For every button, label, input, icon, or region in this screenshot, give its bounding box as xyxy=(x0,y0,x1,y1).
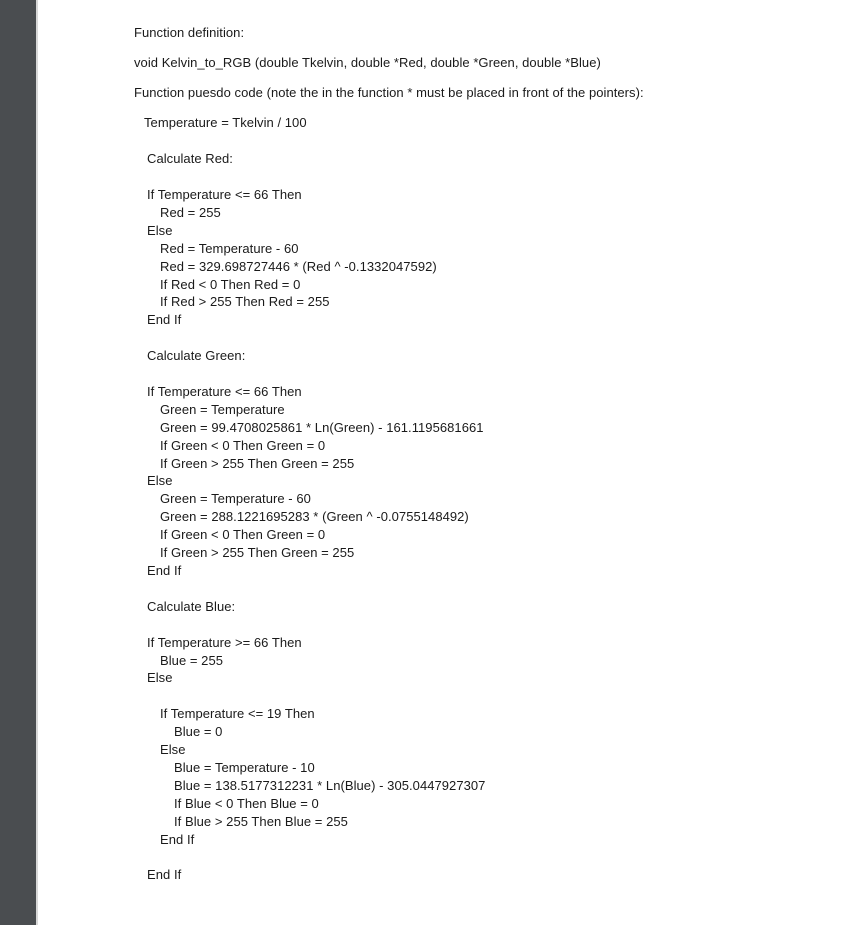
code-line: If Green < 0 Then Green = 0 xyxy=(160,527,326,542)
code-line: Green = Temperature xyxy=(160,402,285,417)
code-line: Red = 329.698727446 * (Red ^ -0.1332047592) xyxy=(160,259,437,274)
code-line: Else xyxy=(160,742,186,757)
code-line: Else xyxy=(147,670,173,685)
heading-pseudo-code: Function puesdo code (note the in the function * must be placed in front of the pointers): xyxy=(134,85,644,100)
code-line: Else xyxy=(147,223,173,238)
code-line: If Green > 255 Then Green = 255 xyxy=(160,545,355,560)
code-line: Blue = 138.5177312231 * Ln(Blue) - 305.0447927307 xyxy=(174,778,486,793)
code-line: End If xyxy=(147,867,182,882)
function-signature: void Kelvin_to_RGB (double Tkelvin, double *Red, double *Green, double *Blue) xyxy=(134,55,601,70)
code-line: Green = 288.1221695283 * (Green ^ -0.0755148492) xyxy=(160,509,469,524)
code-line: If Red < 0 Then Red = 0 xyxy=(160,277,301,292)
code-line: If Green > 255 Then Green = 255 xyxy=(160,456,355,471)
code-line: If Blue < 0 Then Blue = 0 xyxy=(174,796,319,811)
code-line: If Temperature <= 66 Then xyxy=(147,384,302,399)
document-page xyxy=(38,0,847,925)
code-line: If Red > 255 Then Red = 255 xyxy=(160,294,330,309)
code-line: If Blue > 255 Then Blue = 255 xyxy=(174,814,348,829)
viewer-sidebar xyxy=(0,0,36,925)
code-line: If Temperature <= 19 Then xyxy=(160,706,315,721)
code-line: Calculate Blue: xyxy=(147,599,236,614)
code-line: If Temperature <= 66 Then xyxy=(147,187,302,202)
code-line: Green = 99.4708025861 * Ln(Green) - 161.1195681661 xyxy=(160,420,484,435)
code-line: End If xyxy=(147,563,182,578)
code-line: Else xyxy=(147,473,173,488)
code-line: If Temperature >= 66 Then xyxy=(147,635,302,650)
code-line: Calculate Red: xyxy=(147,151,233,166)
code-line: Blue = 255 xyxy=(160,653,224,668)
heading-function-definition: Function definition: xyxy=(134,25,245,40)
code-line: Red = 255 xyxy=(160,205,221,220)
code-line: End If xyxy=(147,312,182,327)
code-line: Red = Temperature - 60 xyxy=(160,241,299,256)
code-line: If Green < 0 Then Green = 0 xyxy=(160,438,326,453)
code-line: Temperature = Tkelvin / 100 xyxy=(144,115,307,130)
code-line: Blue = 0 xyxy=(174,724,223,739)
code-line: Calculate Green: xyxy=(147,348,246,363)
code-line: Green = Temperature - 60 xyxy=(160,491,311,506)
code-line: Blue = Temperature - 10 xyxy=(174,760,315,775)
code-line: End If xyxy=(160,832,195,847)
